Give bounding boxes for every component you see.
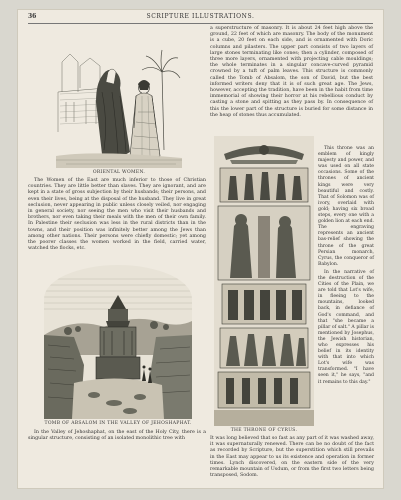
paragraph-throne-emblem: This throne was an emblem of kingly majesty and power, and was used on all state occasions. Some of the thrones of ancient kings were very beautiful and costly. That of Solomon was of ivory, overlaid with gold; having six broad steps, every one with a golden lion at each end. The engraving represents an ancient bas-relief showing the throne of the great Persian monarch, Cyrus, the conqueror of Babylon. (318, 146, 374, 267)
paragraph-absalom-structure: a superstructure of masonry. It is about 24 feet high above the ground, 22 feet of which are masonry. The body of the monument is a cube, 20 feet on each side, and is ornamented with Doric columns and pilasters. The upper part consists of two layers of large stones terminating like cones; then a cylinder, composed of three more layers, ornamented with projecting cable mouldings; the whole terminates in a singular concave-curved pyramid crowned by a tuft of palm leaves. This structure is commonly called the Tomb of Absalom, the son of David, but the best informed writers deny that it is of such great age. The Jews, however, accepting the tradition, have been in the habit from time immemorial of showing their horror at his rebellious conduct by casting a stone and spitting as they pass by. In consequence of this the lower part of the structure is buried for some distance in the heap of stones thus accumulated. (210, 26, 373, 118)
header-rule (28, 23, 373, 24)
oriental-women-engraving (56, 32, 182, 168)
absalom-tomb-engraving (44, 265, 192, 419)
book-page (18, 10, 383, 488)
right-column-top-text (210, 26, 373, 121)
right-column-bottom-text (210, 436, 374, 481)
page-number: 36 (28, 13, 37, 20)
paragraph-lots-wife: In the narrative of the destruction of the Cities of the Plain, we are told that Lot's wife, in fleeing to the mountains, looked back, in defiance of God's command, and that "she became a pillar of salt." A pillar is mentioned by Josephus, the Jewish historian, who expresses his belief in its identity with that into which Lot's wife was transformed. "I have seen it," he says, "and it remains to this day." (318, 269, 374, 385)
left-column-text (28, 178, 206, 254)
running-header (28, 13, 373, 23)
running-title: SCRIPTURE ILLUSTRATIONS. (146, 13, 255, 20)
right-side-column-text (318, 146, 374, 388)
paragraph-valley-of-jehoshaphat: In the Valley of Jehoshaphat, on the east of the Holy City, there is a singular structure, consisting of an isolated monolithic tree with (28, 430, 206, 442)
paragraph-pillar-of-salt: It was long believed that so fast as any part of it was washed away, it was supernaturally renewed. There can be no doubt of the fact as recorded by Scripture, but the superstition which still prevails in the East may appear to us its existence and operation in former times. Lynch discovered, on the eastern side of the very remarkable mountain of Usdum, or from the first two letters being transposed, Sodom. (210, 436, 374, 479)
caption-absalom-tomb: TOMB OF ABSALOM IN THE VALLEY OF JEHOSHAPHAT. (44, 421, 192, 426)
left-column-bottom-text (28, 430, 206, 444)
caption-throne-of-cyrus: THE THRONE OF CYRUS. (230, 428, 298, 433)
paragraph-women-of-the-east: The Women of the East are much inferior to those of Christian countries. They are little better than slaves. They are ignorant, and are kept in a state of gross subjection by their husbands; their persons, and even their lives, being at the disposal of the husband. They live in great seclusion, never appearing in public unless closely veiled, nor engaging in general society, nor seeing the men who visit their husbands and brothers, nor even taking their meals with the men of their own family. In Palestine their seclusion was less in the rural districts than in the towns, and their position was infinitely better among the Jews than among other nations. Their persons were chiefly domestic; yet among the poorer classes the women worked in the field, carried water, watched the flocks, etc. (28, 178, 206, 252)
cyrus-throne-engraving (214, 136, 314, 426)
caption-oriental-women: ORIENTAL WOMEN. (92, 170, 146, 175)
